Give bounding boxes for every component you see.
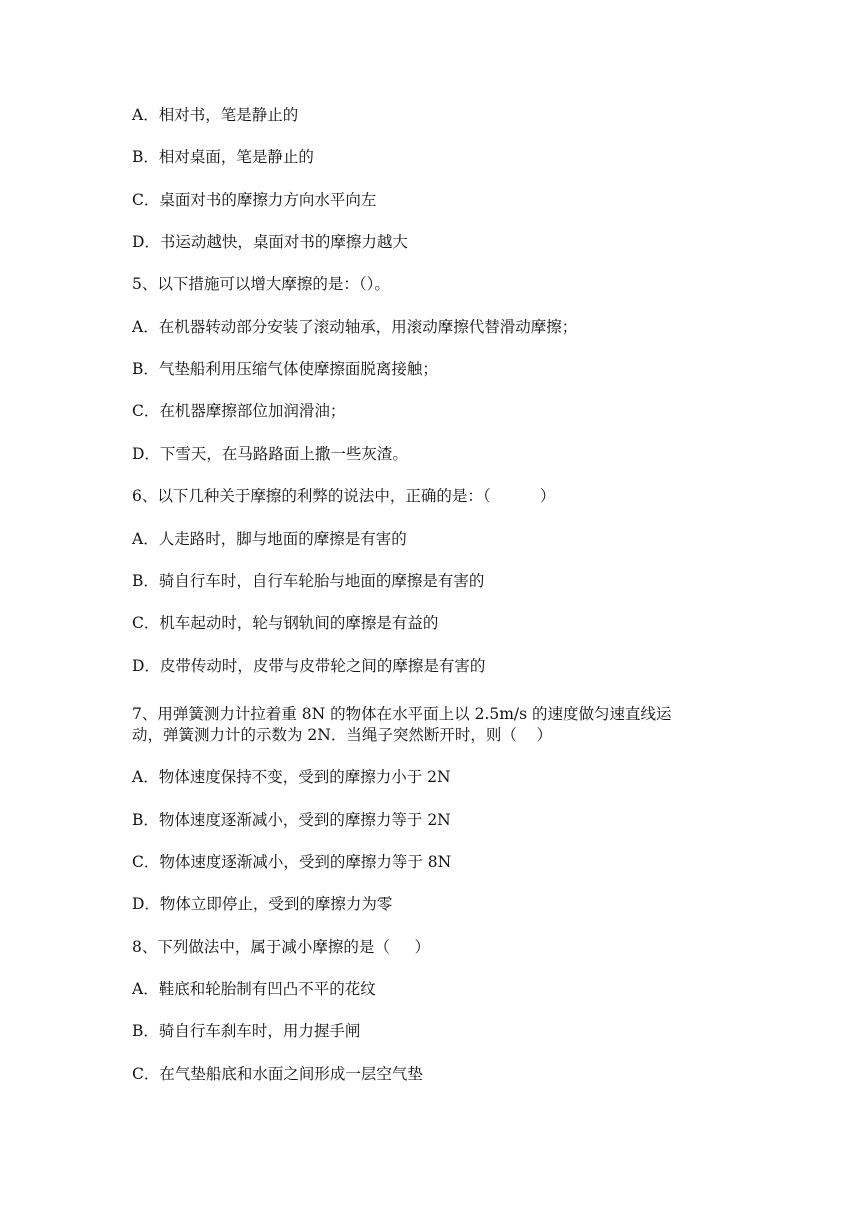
q8-option-c: C．在气垫船底和水面之间形成一层空气垫 [132,1065,423,1083]
q7-option-a: A．物体速度保持不变，受到的摩擦力小于 2N [132,768,451,786]
q4-option-a: A．相对书，笔是静止的 [132,106,299,124]
q5-option-b: B．气垫船利用压缩气体使摩擦面脱离接触； [132,360,438,378]
q4-option-b: B．相对桌面，笔是静止的 [132,148,314,166]
q8-stem: 8、下列做法中，属于减小摩擦的是（ ） [132,938,430,956]
q4-option-d: D．书运动越快，桌面对书的摩擦力越大 [132,233,408,251]
q6-stem: 6、以下几种关于摩擦的利弊的说法中，正确的是：（ ） [132,487,556,505]
q5-option-c: C．在机器摩擦部位加润滑油； [132,402,346,420]
q6-option-a: A．人走路时，脚与地面的摩擦是有害的 [132,530,407,548]
q7-option-b: B．物体速度逐渐减小，受到的摩擦力等于 2N [132,811,451,829]
q7-option-d: D．物体立即停止，受到的摩擦力为零 [132,895,393,913]
q5-stem: 5、以下措施可以增大摩擦的是：（）。 [132,275,390,293]
q5-option-d: D．下雪天，在马路路面上撒一些灰渣。 [132,445,408,463]
q6-option-d: D．皮带传动时，皮带与皮带轮之间的摩擦是有害的 [132,657,486,675]
q6-option-c: C．机车起动时，轮与钢轨间的摩擦是有益的 [132,614,439,632]
q7-stem-line2: 动，弹簧测力计的示数为 2N．当绳子突然断开时，则（ ） [132,726,553,744]
q5-option-a: A．在机器转动部分安装了滚动轴承，用滚动摩擦代替滑动摩擦； [132,318,578,336]
q7-option-c: C．物体速度逐渐减小，受到的摩擦力等于 8N [132,853,452,871]
q7-stem-line1: 7、用弹簧测力计拉着重 8N 的物体在水平面上以 2.5m/s 的速度做匀速直线运 [132,705,672,723]
q8-option-b: B．骑自行车刹车时，用力握手闸 [132,1022,361,1040]
q8-option-a: A．鞋底和轮胎制有凹凸不平的花纹 [132,980,376,998]
q6-option-b: B．骑自行车时，自行车轮胎与地面的摩擦是有害的 [132,572,485,590]
q4-option-c: C．桌面对书的摩擦力方向水平向左 [132,191,377,209]
